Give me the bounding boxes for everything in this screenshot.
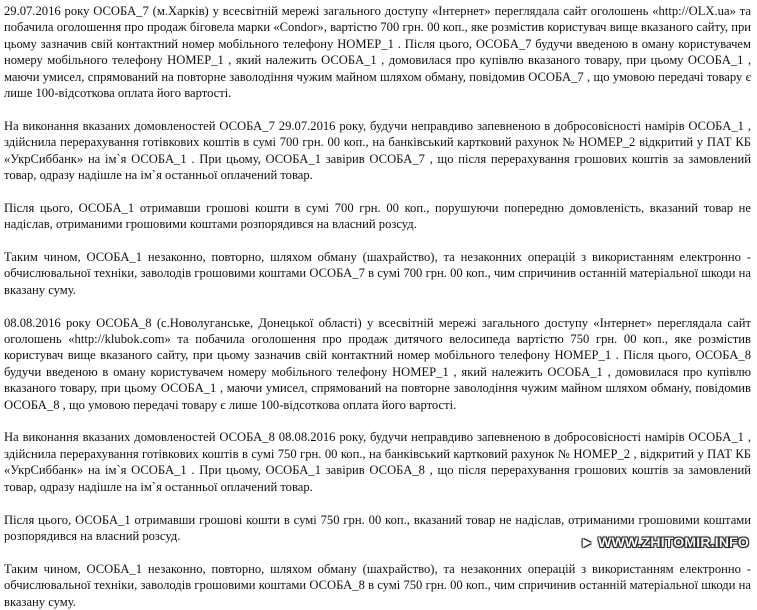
document-body <box>4 3 751 610</box>
site-watermark: ► WWW.ZHITOMIR.INFO <box>579 534 749 550</box>
paragraph-klubok-ad: 08.08.2016 року ОСОБА_8 (с.Новолуганське, Донецької області) у всесвітній мережі загального доступу «Інтернет» переглядала сайт оголошень «http://klubok.com» та побачила оголошення про продаж дитячого велосипеда вартістю 750 грн. 00 коп., яке розмістив користувач вище вказаного сайту, при цьому зазначив свій контактний номер мобільного телефону НОМЕР_1 . Після цього, ОСОБА_8 будучи введеною в оману користувачем номеру мобільного телефону НОМЕР_1 , який належить ОСОБА_1 , домовилася про купівлю вказаного товару, при цьому ОСОБА_1 , маючи умисел, спрямований на повторне заволодіння чужим майном шляхом обману, повідомив ОСОБА_8 , що умовою передачі товару є лише 100-відсоткова оплата його вартості. <box>4 315 751 412</box>
paragraph-payment-osoba7: На виконання вказаних домовленостей ОСОБА_7 29.07.2016 року, будучи неправдиво запевненою в добросовісності намірів ОСОБА_1 , здійснила перерахування готівкових коштів в сумі 700 грн. 00 коп., на банківський картковий рахунок № НОМЕР_2 відкритий у ПАТ КБ «УкрСиббанк» на ім`я ОСОБА_1 . При цьому, ОСОБА_1 завірив ОСОБА_7 , що після перерахування грошових коштів за замовлений товар, одразу надішле на ім`я останньої оплачений товар. <box>4 118 751 183</box>
paragraph-not-sent-osoba7: Після цього, ОСОБА_1 отримавши грошові кошти в сумі 700 грн. 00 коп., порушуючи попередню домовленість, вказаний товар не надіслав, отриманими грошовими коштами розпорядився на власний розсуд. <box>4 200 751 232</box>
paragraph-conclusion-osoba7: Таким чином, ОСОБА_1 незаконно, повторно, шляхом обману (шахрайство), та незаконних операцій з використанням електронно - обчислювальної техніки, заволодів грошовими коштами ОСОБА_7 в сумі 700 грн. 00 коп., чим спричинив останній матеріальної шкоди на вказану суму. <box>4 250 751 297</box>
paragraph-payment-osoba8: На виконання вказаних домовленостей ОСОБА_8 08.08.2016 року, будучи неправдиво запевненою в добросовісності намірів ОСОБА_1 , здійснила перерахування готівкових коштів в сумі 750 грн. 00 коп., на банківський картковий рахунок № НОМЕР_2 , відкритий у ПАТ КБ «УкрСиббанк» на ім`я ОСОБА_1 . При цьому, ОСОБА_1 завірив ОСОБА_8 , що після перерахування грошових коштів за замовлений товар, одразу надішле на ім`я останньої оплачений товар. <box>4 430 751 494</box>
paragraph-conclusion-osoba8: Таким чином, ОСОБА_1 незаконно, повторно, шляхом обману (шахрайство), та незаконних операцій з використанням електронно - обчислювальної техніки, заволодів грошовими коштами ОСОБА_8 в сумі 750 грн. 00 коп., чим спричинив останній матеріальної шкоди на вказану суму. <box>4 561 751 609</box>
paragraph-olx-ad: 29.07.2016 року ОСОБА_7 (м.Харків) у всесвітній мережі загального доступу «Інтернет» переглядала сайт оголошень «http://OLX.ua» та побачила оголошення про продаж біговела марки «Condor», вартістю 700 грн. 00 коп., яке розмістив користувач вище вказаного сайту, при цьому зазначив свій контактний номер мобільного телефону НОМЕР_1 . Після цього, ОСОБА_7 будучи введеною в оману користувачем номеру мобільного телефону НОМЕР_1 , який належить ОСОБА_1 , домовилася про купівлю вказаного товару, при цьому ОСОБА_1 , маючи умисел, спрямований на повторне заволодіння чужим майном шляхом обману, повідомив ОСОБА_7 , що умовою передачі товару є лише 100-відсоткова оплата його вартості. <box>4 4 751 101</box>
paragraph-not-sent-osoba8: Після цього, ОСОБА_1 отримавши грошові кошти в сумі 750 грн. 00 коп., вказаний товар не надіслав, отриманими грошовими коштами розпорядився на власний розсуд. <box>4 512 751 543</box>
